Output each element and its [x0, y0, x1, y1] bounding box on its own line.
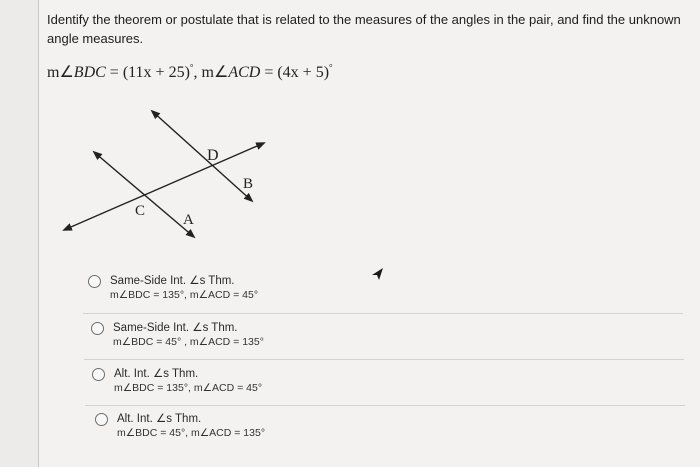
radio-button[interactable] [88, 275, 101, 288]
degree-sign: ° [189, 62, 194, 73]
option-divider [85, 405, 685, 406]
answer-option-2[interactable] [91, 320, 681, 356]
option-angle-values: m∠BDC = 135°, m∠ACD = 45° [110, 289, 259, 301]
angle-prefix-bdc: m∠ [47, 64, 74, 81]
point-label-b: B [243, 176, 254, 192]
point-label-a: A [183, 212, 194, 228]
answer-option-4[interactable] [95, 411, 685, 447]
question-text: Identify the theorem or postulate that is related to the measures of the angles in the pair, and find the unknown angle measures. [47, 12, 681, 46]
point-label-c: C [135, 203, 146, 219]
radio-button[interactable] [92, 368, 105, 381]
mouse-pointer-icon [371, 266, 385, 282]
angle-name-acd: ACD [228, 64, 261, 81]
option-divider [83, 313, 683, 314]
angle-expr-acd: = (4x + 5) [260, 64, 330, 81]
angle-expr-bdc: = (11x + 25) [105, 64, 190, 81]
point-label-d: D [207, 147, 219, 164]
formula-separator: , m∠ [193, 64, 229, 81]
option-theorem: Same-Side Int. ∠s Thm. [113, 322, 238, 334]
option-angle-values: m∠BDC = 45°, m∠ACD = 135° [117, 427, 266, 439]
radio-button[interactable] [95, 413, 108, 426]
degree-sign: ° [329, 62, 333, 73]
option-theorem: Same-Side Int. ∠s Thm. [110, 275, 235, 287]
option-angle-values: m∠BDC = 135°, m∠ACD = 45° [114, 382, 263, 394]
parallel-line-ca [94, 152, 194, 237]
angle-name-bdc: BDC [73, 64, 106, 81]
radio-button[interactable] [91, 322, 104, 335]
option-angle-values: m∠BDC = 45° , m∠ACD = 135° [113, 336, 264, 348]
option-divider [84, 359, 684, 360]
answer-option-3[interactable] [92, 366, 682, 402]
option-theorem: Alt. Int. ∠s Thm. [117, 413, 202, 425]
transversal-line [64, 143, 264, 230]
option-theorem: Alt. Int. ∠s Thm. [114, 368, 199, 380]
parallel-line-db [152, 111, 252, 201]
